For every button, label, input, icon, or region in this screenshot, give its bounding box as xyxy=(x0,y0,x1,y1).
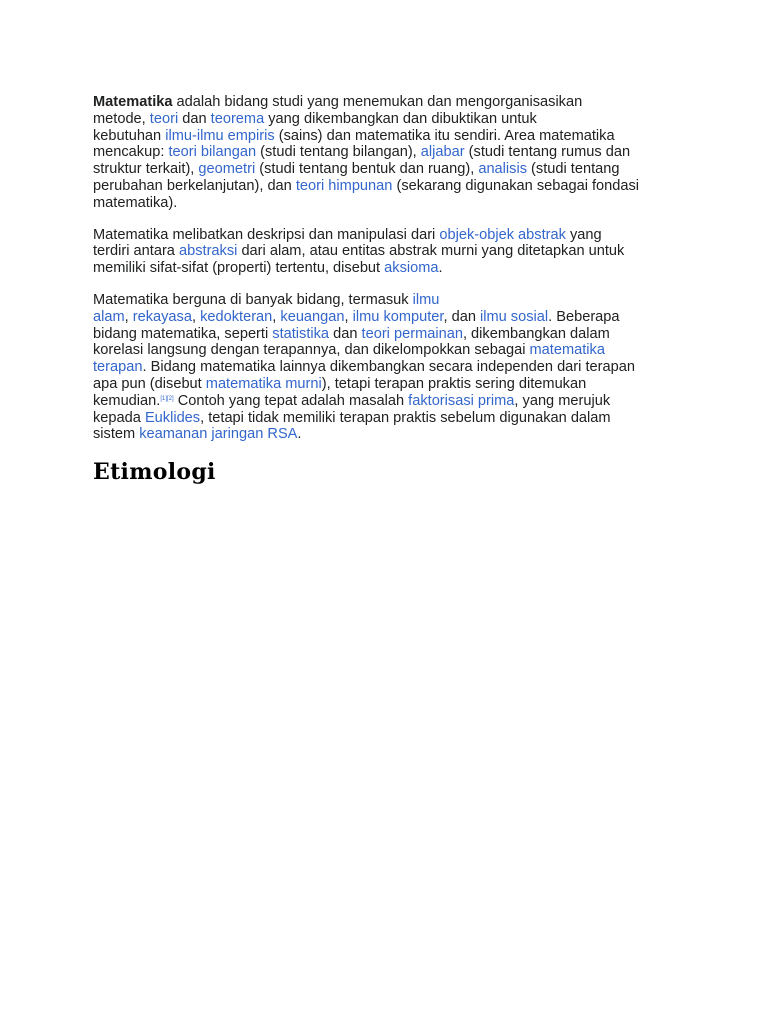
link-objek-objek-abstrak[interactable]: objek-objek abstrak xyxy=(439,226,566,243)
paragraph-abstract-objects xyxy=(93,227,678,277)
text-run: (studi tentang bilangan), xyxy=(256,144,421,161)
text-run: . Bidang matematika lainnya dikembangkan secara independen dari terapan xyxy=(142,359,635,376)
link-faktorisasi-prima[interactable]: faktorisasi prima xyxy=(408,392,515,409)
text-run: adalah bidang studi yang menemukan dan mengorganisasikan xyxy=(172,94,583,110)
link-ilmu-ilmu-empiris[interactable]: ilmu-ilmu empiris xyxy=(165,127,275,144)
link-teorema[interactable]: teorema xyxy=(210,110,265,127)
link-ilmu-sosial[interactable]: ilmu sosial xyxy=(480,308,549,325)
section-heading-etimologi: Etimologi xyxy=(93,459,216,486)
text-run: . xyxy=(438,260,443,277)
text-run: (studi tentang bentuk dan ruang), xyxy=(255,161,479,178)
text-run: memiliki sifat-sifat (properti) tertentu, disebut xyxy=(93,260,385,277)
text-run: dari alam, atau entitas abstrak murni yang ditetapkan untuk xyxy=(237,243,625,260)
link-aksioma[interactable]: aksioma xyxy=(384,260,439,277)
link-kedokteran[interactable]: kedokteran xyxy=(200,308,273,325)
link-keuangan[interactable]: keuangan xyxy=(280,308,345,325)
link-geometri[interactable]: geometri xyxy=(198,161,256,178)
link-teori-bilangan[interactable]: teori bilangan xyxy=(168,144,257,161)
link-keamanan-jaringan-rsa[interactable]: keamanan jaringan RSA xyxy=(139,426,298,443)
text-run: yang dikembangkan dan dibuktikan untuk xyxy=(264,110,537,127)
link-abstraksi[interactable]: abstraksi xyxy=(178,243,238,260)
link-teori[interactable]: teori xyxy=(149,110,179,127)
text-run: mencakup: xyxy=(93,144,169,161)
text-run: , yang merujuk xyxy=(514,392,611,409)
text-run: Contoh yang tepat adalah masalah xyxy=(173,392,409,409)
text-run: bidang matematika, seperti xyxy=(93,325,273,342)
link-teori-himpunan[interactable]: teori himpunan xyxy=(295,177,393,194)
text-run: dan xyxy=(329,325,362,342)
text-run: (studi tentang rumus dan xyxy=(464,144,631,161)
link-rekayasa[interactable]: rekayasa xyxy=(132,308,192,325)
link-aljabar[interactable]: aljabar xyxy=(420,144,465,161)
paragraph-intro xyxy=(93,94,678,212)
text-run: , xyxy=(344,308,353,325)
link-terapan[interactable]: terapan xyxy=(93,359,143,376)
text-run: dan xyxy=(178,110,211,127)
text-run: , dikembangkan dalam xyxy=(462,325,610,342)
text-run: matematika). xyxy=(93,194,178,211)
link-teori-permainan[interactable]: teori permainan xyxy=(361,325,463,342)
link-ilmu[interactable]: ilmu xyxy=(412,291,440,308)
link-euklides[interactable]: Euklides xyxy=(144,409,201,426)
link-alam[interactable]: alam xyxy=(93,308,125,325)
text-run: korelasi langsung dengan terapannya, dan dikelompokkan sebagai xyxy=(93,342,530,359)
text-run: kepada xyxy=(93,409,145,426)
text-run: terdiri antara xyxy=(93,243,179,260)
bold-term: Matematika xyxy=(93,94,173,110)
link-statistika[interactable]: statistika xyxy=(272,325,330,342)
text-run: , xyxy=(191,308,201,325)
text-run: , dan xyxy=(443,308,480,325)
paragraph-applications xyxy=(93,292,678,443)
text-run: . xyxy=(297,426,302,443)
text-run: (sains) dan matematika itu sendiri. Area matematika xyxy=(274,127,615,144)
citation-ref[interactable]: [1][2] xyxy=(160,395,174,402)
text-run: sistem xyxy=(93,426,140,443)
link-matematika-murni[interactable]: matematika murni xyxy=(205,375,322,392)
text-run: (studi tentang xyxy=(527,161,620,178)
article-body xyxy=(93,94,678,486)
text-run: , tetapi tidak memiliki terapan praktis sebelum digunakan dalam xyxy=(200,409,611,426)
text-run: , xyxy=(272,308,281,325)
text-run: apa pun (disebut xyxy=(93,375,206,392)
link-analisis[interactable]: analisis xyxy=(478,161,527,178)
text-run: , xyxy=(124,308,133,325)
text-run: yang xyxy=(565,226,602,243)
text-run: Matematika berguna di banyak bidang, termasuk xyxy=(93,291,413,308)
text-run: kemudian. xyxy=(93,392,161,409)
link-ilmu-komputer[interactable]: ilmu komputer xyxy=(352,308,444,325)
text-run: struktur terkait), xyxy=(93,161,199,178)
text-run: Matematika melibatkan deskripsi dan manipulasi dari xyxy=(93,226,440,243)
text-run: (sekarang digunakan sebagai fondasi xyxy=(392,177,640,194)
link-matematika[interactable]: matematika xyxy=(529,342,605,359)
text-run: kebutuhan xyxy=(93,127,166,144)
text-run: . Beberapa xyxy=(548,308,620,325)
text-run: metode, xyxy=(93,110,150,127)
text-run: perubahan berkelanjutan), dan xyxy=(93,177,296,194)
text-run: ), tetapi terapan praktis sering ditemukan xyxy=(321,375,587,392)
